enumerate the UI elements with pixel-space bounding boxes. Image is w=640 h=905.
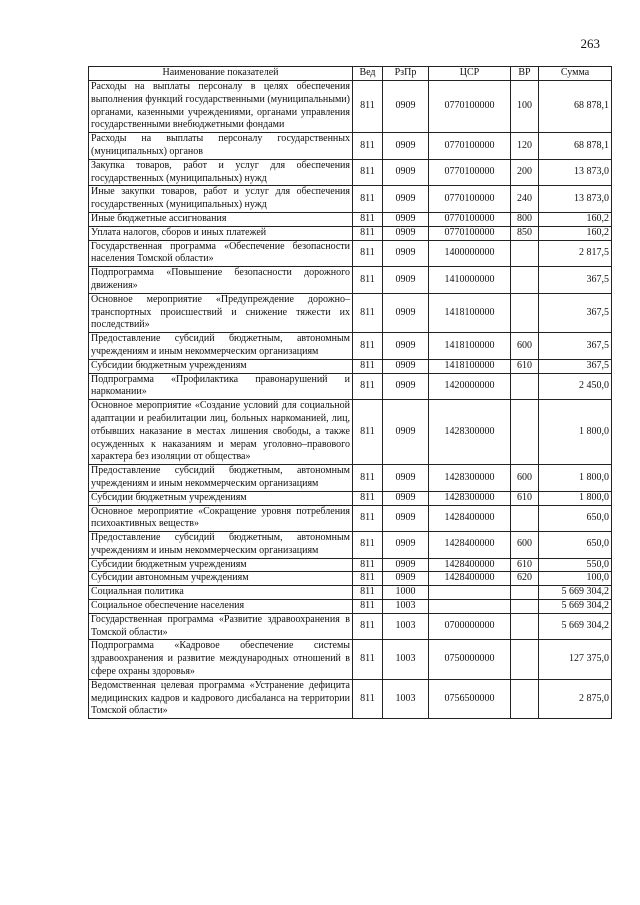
row-rzpr-cell: 0909 xyxy=(383,491,429,505)
row-sum-cell: 650,0 xyxy=(539,532,612,559)
row-vr-cell: 600 xyxy=(511,532,539,559)
row-name-cell: Государственная программа «Обеспечение безопасности населения Томской области» xyxy=(89,240,353,267)
row-csr-cell: 1428400000 xyxy=(429,505,511,532)
row-name-cell: Основное мероприятие «Сокращение уровня потребления психоактивных веществ» xyxy=(89,505,353,532)
row-vr-cell xyxy=(511,373,539,400)
row-name-cell: Уплата налогов, сборов и иных платежей xyxy=(89,226,353,240)
row-rzpr-cell: 0909 xyxy=(383,505,429,532)
row-name-cell: Социальное обеспечение населения xyxy=(89,600,353,614)
row-vr-cell xyxy=(511,267,539,294)
row-ved-cell: 811 xyxy=(353,600,383,614)
table-row xyxy=(89,586,612,600)
header-name: Наименование показателей xyxy=(89,67,353,81)
row-rzpr-cell: 1003 xyxy=(383,640,429,679)
table-row xyxy=(89,465,612,492)
row-vr-cell: 600 xyxy=(511,465,539,492)
row-rzpr-cell: 1000 xyxy=(383,586,429,600)
row-sum-cell: 5 669 304,2 xyxy=(539,600,612,614)
row-rzpr-cell: 0909 xyxy=(383,159,429,186)
table-row xyxy=(89,600,612,614)
row-name-cell: Государственная программа «Развитие здравоохранения в Томской области» xyxy=(89,613,353,640)
row-ved-cell: 811 xyxy=(353,333,383,360)
row-name-cell: Иные закупки товаров, работ и услуг для обеспечения государственных (муниципальных) нужд xyxy=(89,186,353,213)
table-row xyxy=(89,640,612,679)
row-csr-cell: 1410000000 xyxy=(429,267,511,294)
row-csr-cell: 1428400000 xyxy=(429,572,511,586)
row-sum-cell: 160,2 xyxy=(539,212,612,226)
row-rzpr-cell: 0909 xyxy=(383,465,429,492)
row-csr-cell: 1418100000 xyxy=(429,293,511,332)
row-sum-cell: 550,0 xyxy=(539,558,612,572)
row-vr-cell: 200 xyxy=(511,159,539,186)
row-name-cell: Субсидии бюджетным учреждениям xyxy=(89,491,353,505)
row-vr-cell: 610 xyxy=(511,558,539,572)
row-ved-cell: 811 xyxy=(353,532,383,559)
row-csr-cell: 0700000000 xyxy=(429,613,511,640)
row-csr-cell: 1428400000 xyxy=(429,532,511,559)
row-sum-cell: 367,5 xyxy=(539,359,612,373)
row-ved-cell: 811 xyxy=(353,81,383,133)
row-ved-cell: 811 xyxy=(353,572,383,586)
row-vr-cell: 610 xyxy=(511,491,539,505)
row-csr-cell: 0756500000 xyxy=(429,679,511,718)
row-sum-cell: 68 878,1 xyxy=(539,81,612,133)
table-row xyxy=(89,373,612,400)
row-name-cell: Социальная политика xyxy=(89,586,353,600)
row-sum-cell: 13 873,0 xyxy=(539,159,612,186)
row-csr-cell: 1428400000 xyxy=(429,558,511,572)
row-vr-cell: 240 xyxy=(511,186,539,213)
row-csr-cell: 1420000000 xyxy=(429,373,511,400)
row-vr-cell: 850 xyxy=(511,226,539,240)
row-rzpr-cell: 0909 xyxy=(383,212,429,226)
row-ved-cell: 811 xyxy=(353,226,383,240)
row-name-cell: Предоставление субсидий бюджетным, автономным учреждениям и иным некоммерческим организациям xyxy=(89,532,353,559)
row-name-cell: Основное мероприятие «Создание условий для социальной адаптации и реабилитации лиц, больных наркоманией, лиц, отбывших наказание в местах лишения свободы, а также осужденных к наказаниям и мерам уголовно–правового характера без изоляции от общества» xyxy=(89,400,353,465)
row-sum-cell: 13 873,0 xyxy=(539,186,612,213)
row-vr-cell xyxy=(511,505,539,532)
row-csr-cell: 0770100000 xyxy=(429,212,511,226)
row-name-cell: Подпрограмма «Профилактика правонарушений и наркомании» xyxy=(89,373,353,400)
row-sum-cell: 367,5 xyxy=(539,267,612,294)
row-csr-cell: 1428300000 xyxy=(429,400,511,465)
row-name-cell: Основное мероприятие «Предупреждение дорожно–транспортных происшествий и снижение тяжести их последствий» xyxy=(89,293,353,332)
row-csr-cell xyxy=(429,586,511,600)
table-row xyxy=(89,359,612,373)
header-vr: ВР xyxy=(511,67,539,81)
row-sum-cell: 650,0 xyxy=(539,505,612,532)
row-vr-cell xyxy=(511,240,539,267)
table-row xyxy=(89,532,612,559)
row-sum-cell: 127 375,0 xyxy=(539,640,612,679)
table-row xyxy=(89,81,612,133)
row-sum-cell: 5 669 304,2 xyxy=(539,586,612,600)
row-csr-cell: 1418100000 xyxy=(429,333,511,360)
row-rzpr-cell: 0909 xyxy=(383,333,429,360)
table-row xyxy=(89,212,612,226)
row-csr-cell: 0770100000 xyxy=(429,186,511,213)
row-rzpr-cell: 1003 xyxy=(383,600,429,614)
row-ved-cell: 811 xyxy=(353,586,383,600)
row-rzpr-cell: 0909 xyxy=(383,240,429,267)
table-row xyxy=(89,400,612,465)
table-row xyxy=(89,159,612,186)
row-ved-cell: 811 xyxy=(353,267,383,294)
row-rzpr-cell: 0909 xyxy=(383,133,429,160)
table-header-row xyxy=(89,67,612,81)
row-name-cell: Субсидии автономным учреждениям xyxy=(89,572,353,586)
row-sum-cell: 68 878,1 xyxy=(539,133,612,160)
page-number: 263 xyxy=(580,36,600,51)
table-row xyxy=(89,240,612,267)
row-rzpr-cell: 0909 xyxy=(383,186,429,213)
table-row xyxy=(89,293,612,332)
row-ved-cell: 811 xyxy=(353,491,383,505)
row-rzpr-cell: 0909 xyxy=(383,293,429,332)
row-vr-cell: 620 xyxy=(511,572,539,586)
row-rzpr-cell: 0909 xyxy=(383,558,429,572)
row-name-cell: Предоставление субсидий бюджетным, автономным учреждениям и иным некоммерческим организациям xyxy=(89,333,353,360)
row-vr-cell xyxy=(511,613,539,640)
row-rzpr-cell: 0909 xyxy=(383,359,429,373)
row-sum-cell: 2 450,0 xyxy=(539,373,612,400)
header-sum: Сумма xyxy=(539,67,612,81)
table-row xyxy=(89,333,612,360)
table-row xyxy=(89,186,612,213)
row-csr-cell: 0750000000 xyxy=(429,640,511,679)
table-row xyxy=(89,505,612,532)
table-body xyxy=(89,81,612,719)
row-name-cell: Иные бюджетные ассигнования xyxy=(89,212,353,226)
row-vr-cell xyxy=(511,400,539,465)
row-name-cell: Субсидии бюджетным учреждениям xyxy=(89,558,353,572)
budget-table xyxy=(88,66,612,719)
row-sum-cell: 100,0 xyxy=(539,572,612,586)
row-ved-cell: 811 xyxy=(353,465,383,492)
row-csr-cell xyxy=(429,600,511,614)
row-rzpr-cell: 0909 xyxy=(383,81,429,133)
row-sum-cell: 5 669 304,2 xyxy=(539,613,612,640)
row-ved-cell: 811 xyxy=(353,240,383,267)
table-row xyxy=(89,679,612,718)
row-csr-cell: 0770100000 xyxy=(429,81,511,133)
table-row xyxy=(89,558,612,572)
table-row xyxy=(89,491,612,505)
row-csr-cell: 1400000000 xyxy=(429,240,511,267)
row-name-cell: Расходы на выплаты персоналу в целях обеспечения выполнения функций государственными (муниципальными) органами, казенными учреждениями, органами управления государственными внебюджетными фондами xyxy=(89,81,353,133)
row-csr-cell: 0770100000 xyxy=(429,226,511,240)
row-rzpr-cell: 0909 xyxy=(383,532,429,559)
header-ved: Вед xyxy=(353,67,383,81)
row-name-cell: Подпрограмма «Кадровое обеспечение системы здравоохранения и развитие международных отношений в сфере охраны здоровья» xyxy=(89,640,353,679)
row-rzpr-cell: 0909 xyxy=(383,373,429,400)
row-csr-cell: 1428300000 xyxy=(429,491,511,505)
row-vr-cell: 100 xyxy=(511,81,539,133)
row-csr-cell: 0770100000 xyxy=(429,133,511,160)
row-name-cell: Закупка товаров, работ и услуг для обеспечения государственных (муниципальных) нужд xyxy=(89,159,353,186)
table-row xyxy=(89,226,612,240)
row-vr-cell xyxy=(511,600,539,614)
row-rzpr-cell: 1003 xyxy=(383,679,429,718)
row-vr-cell xyxy=(511,679,539,718)
row-sum-cell: 1 800,0 xyxy=(539,491,612,505)
row-vr-cell xyxy=(511,640,539,679)
row-name-cell: Ведомственная целевая программа «Устранение дефицита медицинских кадров и кадрового дисбаланса на территории Томской области» xyxy=(89,679,353,718)
row-sum-cell: 2 875,0 xyxy=(539,679,612,718)
row-sum-cell: 2 817,5 xyxy=(539,240,612,267)
row-ved-cell: 811 xyxy=(353,373,383,400)
row-rzpr-cell: 0909 xyxy=(383,400,429,465)
row-ved-cell: 811 xyxy=(353,679,383,718)
row-vr-cell: 610 xyxy=(511,359,539,373)
row-vr-cell xyxy=(511,586,539,600)
row-sum-cell: 367,5 xyxy=(539,293,612,332)
row-name-cell: Подпрограмма «Повышение безопасности дорожного движения» xyxy=(89,267,353,294)
row-vr-cell: 120 xyxy=(511,133,539,160)
row-ved-cell: 811 xyxy=(353,133,383,160)
row-rzpr-cell: 0909 xyxy=(383,572,429,586)
row-ved-cell: 811 xyxy=(353,212,383,226)
row-name-cell: Субсидии бюджетным учреждениям xyxy=(89,359,353,373)
row-ved-cell: 811 xyxy=(353,293,383,332)
row-csr-cell: 1428300000 xyxy=(429,465,511,492)
row-ved-cell: 811 xyxy=(353,505,383,532)
table-row xyxy=(89,133,612,160)
row-ved-cell: 811 xyxy=(353,359,383,373)
row-name-cell: Предоставление субсидий бюджетным, автономным учреждениям и иным некоммерческим организациям xyxy=(89,465,353,492)
row-name-cell: Расходы на выплаты персоналу государственных (муниципальных) органов xyxy=(89,133,353,160)
row-ved-cell: 811 xyxy=(353,400,383,465)
row-ved-cell: 811 xyxy=(353,159,383,186)
row-sum-cell: 1 800,0 xyxy=(539,465,612,492)
row-vr-cell: 800 xyxy=(511,212,539,226)
row-ved-cell: 811 xyxy=(353,186,383,213)
header-rzpr: РзПр xyxy=(383,67,429,81)
table-row xyxy=(89,572,612,586)
row-rzpr-cell: 0909 xyxy=(383,226,429,240)
row-rzpr-cell: 1003 xyxy=(383,613,429,640)
row-ved-cell: 811 xyxy=(353,613,383,640)
row-vr-cell xyxy=(511,293,539,332)
row-ved-cell: 811 xyxy=(353,640,383,679)
row-sum-cell: 160,2 xyxy=(539,226,612,240)
row-vr-cell: 600 xyxy=(511,333,539,360)
row-sum-cell: 1 800,0 xyxy=(539,400,612,465)
table-row xyxy=(89,613,612,640)
row-ved-cell: 811 xyxy=(353,558,383,572)
header-csr: ЦСР xyxy=(429,67,511,81)
row-csr-cell: 1418100000 xyxy=(429,359,511,373)
row-sum-cell: 367,5 xyxy=(539,333,612,360)
row-csr-cell: 0770100000 xyxy=(429,159,511,186)
row-rzpr-cell: 0909 xyxy=(383,267,429,294)
table-row xyxy=(89,267,612,294)
